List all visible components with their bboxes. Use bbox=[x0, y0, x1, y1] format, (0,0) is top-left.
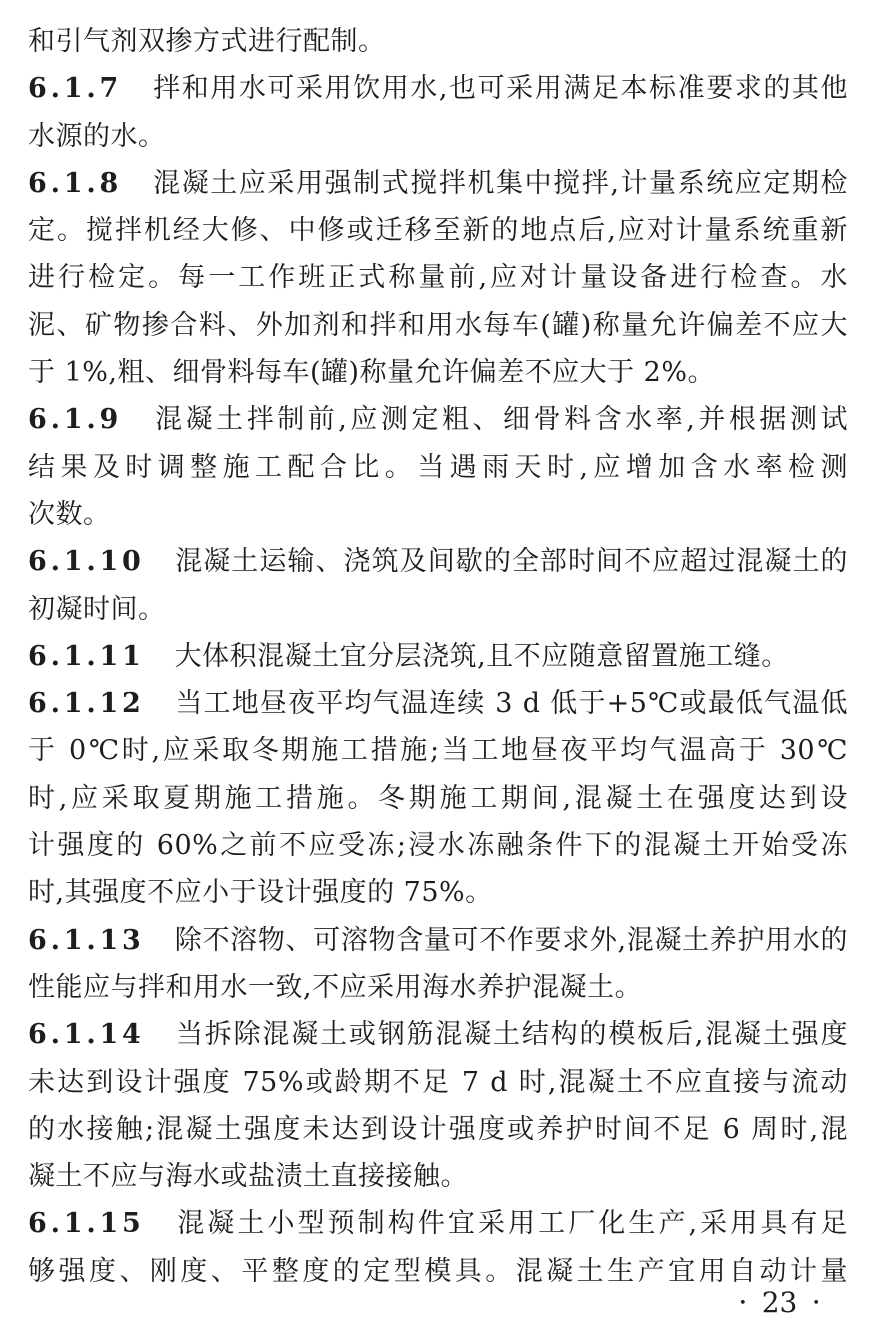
clause-text: 次数。 bbox=[28, 498, 111, 530]
text-line bbox=[28, 113, 848, 160]
text-line bbox=[28, 1248, 848, 1295]
clause-number: 6.1.10 bbox=[28, 546, 145, 578]
clause-line bbox=[28, 1011, 848, 1058]
clause-line bbox=[28, 917, 848, 964]
clause-number: 6.1.9 bbox=[28, 404, 123, 436]
footer-dot-left: • bbox=[739, 1296, 747, 1311]
clause-text: 混凝土应采用强制式搅拌机集中搅拌,计量系统应定期检 bbox=[152, 167, 848, 199]
clause-line bbox=[28, 1200, 848, 1247]
clause-text: 时,应采取夏期施工措施。冬期施工期间,混凝土在强度达到设 bbox=[28, 782, 848, 814]
clause-line bbox=[28, 396, 848, 443]
clause-text: 混凝土运输、浇筑及间歇的全部时间不应超过混凝土的 bbox=[174, 546, 848, 578]
clause-text: 大体积混凝土宜分层浇筑,且不应随意留置施工缝。 bbox=[174, 640, 789, 672]
clause-text: 除不溶物、可溶物含量可不作要求外,混凝土养护用水的 bbox=[174, 924, 848, 956]
clause-number: 6.1.7 bbox=[28, 73, 123, 105]
footer-dot-right: • bbox=[812, 1296, 820, 1311]
text-line bbox=[28, 964, 848, 1011]
clause-text: 够强度、刚度、平整度的定型模具。混凝土生产宜用自动计量 bbox=[28, 1255, 848, 1287]
clause-text: 进行检定。每一工作班正式称量前,应对计量设备进行检查。水 bbox=[28, 262, 848, 294]
clause-text: 初凝时间。 bbox=[28, 593, 166, 625]
clause-text: 未达到设计强度 75%或龄期不足 7 d 时,混凝土不应直接与流动 bbox=[28, 1066, 848, 1098]
clause-text: 定。搅拌机经大修、中修或迁移至新的地点后,应对计量系统重新 bbox=[28, 215, 848, 247]
clause-number: 6.1.14 bbox=[28, 1019, 145, 1051]
text-line bbox=[28, 1059, 848, 1106]
clause-text: 拌和用水可采用饮用水,也可采用满足本标准要求的其他 bbox=[152, 73, 848, 105]
clause-text: 和引气剂双掺方式进行配制。 bbox=[28, 26, 386, 57]
clause-text: 当拆除混凝土或钢筋混凝土结构的模板后,混凝土强度 bbox=[174, 1019, 848, 1051]
clause-number: 6.1.12 bbox=[28, 688, 145, 720]
clause-text: 泥、矿物掺合料、外加剂和拌和用水每车(罐)称量允许偏差不应大 bbox=[28, 309, 848, 341]
clause-number: 6.1.13 bbox=[28, 924, 145, 956]
clause-number: 6.1.8 bbox=[28, 167, 123, 199]
text-line bbox=[28, 1153, 848, 1200]
clause-text: 于 0℃时,应采取冬期施工措施;当工地昼夜平均气温高于 30℃ bbox=[28, 735, 848, 767]
text-line bbox=[28, 491, 848, 538]
page-footer bbox=[739, 1286, 820, 1319]
clause-text: 时,其强度不应小于设计强度的 75%。 bbox=[28, 877, 493, 909]
clause-text: 凝土不应与海水或盐渍土直接接触。 bbox=[28, 1161, 468, 1193]
clause-text: 混凝土小型预制构件宜采用工厂化生产,采用具有足 bbox=[174, 1208, 848, 1240]
clause-line bbox=[28, 160, 848, 207]
text-column bbox=[28, 18, 848, 1295]
clause-line bbox=[28, 633, 848, 680]
clause-line bbox=[28, 65, 848, 112]
clause-text: 性能应与拌和用水一致,不应采用海水养护混凝土。 bbox=[28, 971, 643, 1003]
text-line bbox=[28, 586, 848, 633]
clause-text: 混凝土拌制前,应测定粗、细骨料含水率,并根据测试 bbox=[152, 404, 848, 436]
text-line bbox=[28, 775, 848, 822]
text-line bbox=[28, 18, 848, 65]
clause-text: 计强度的 60%之前不应受冻;浸水冻融条件下的混凝土开始受冻 bbox=[28, 830, 848, 862]
clause-text: 当工地昼夜平均气温连续 3 d 低于+5℃或最低气温低 bbox=[174, 688, 848, 720]
text-line bbox=[28, 727, 848, 774]
text-line bbox=[28, 302, 848, 349]
text-line bbox=[28, 1106, 848, 1153]
clause-text: 水源的水。 bbox=[28, 120, 166, 152]
clause-line bbox=[28, 538, 848, 585]
text-line bbox=[28, 349, 848, 396]
text-line bbox=[28, 822, 848, 869]
clause-line bbox=[28, 680, 848, 727]
text-line bbox=[28, 207, 848, 254]
clause-text: 结果及时调整施工配合比。当遇雨天时,应增加含水率检测 bbox=[28, 451, 848, 483]
page-number: 23 bbox=[761, 1286, 798, 1319]
text-line bbox=[28, 444, 848, 491]
clause-text: 于 1%,粗、细骨料每车(罐)称量允许偏差不应大于 2%。 bbox=[28, 357, 715, 389]
text-line bbox=[28, 254, 848, 301]
clause-number: 6.1.11 bbox=[28, 640, 145, 672]
clause-number: 6.1.15 bbox=[28, 1208, 145, 1240]
text-line bbox=[28, 869, 848, 916]
clause-text: 的水接触;混凝土强度未达到设计强度或养护时间不足 6 周时,混 bbox=[28, 1113, 848, 1145]
